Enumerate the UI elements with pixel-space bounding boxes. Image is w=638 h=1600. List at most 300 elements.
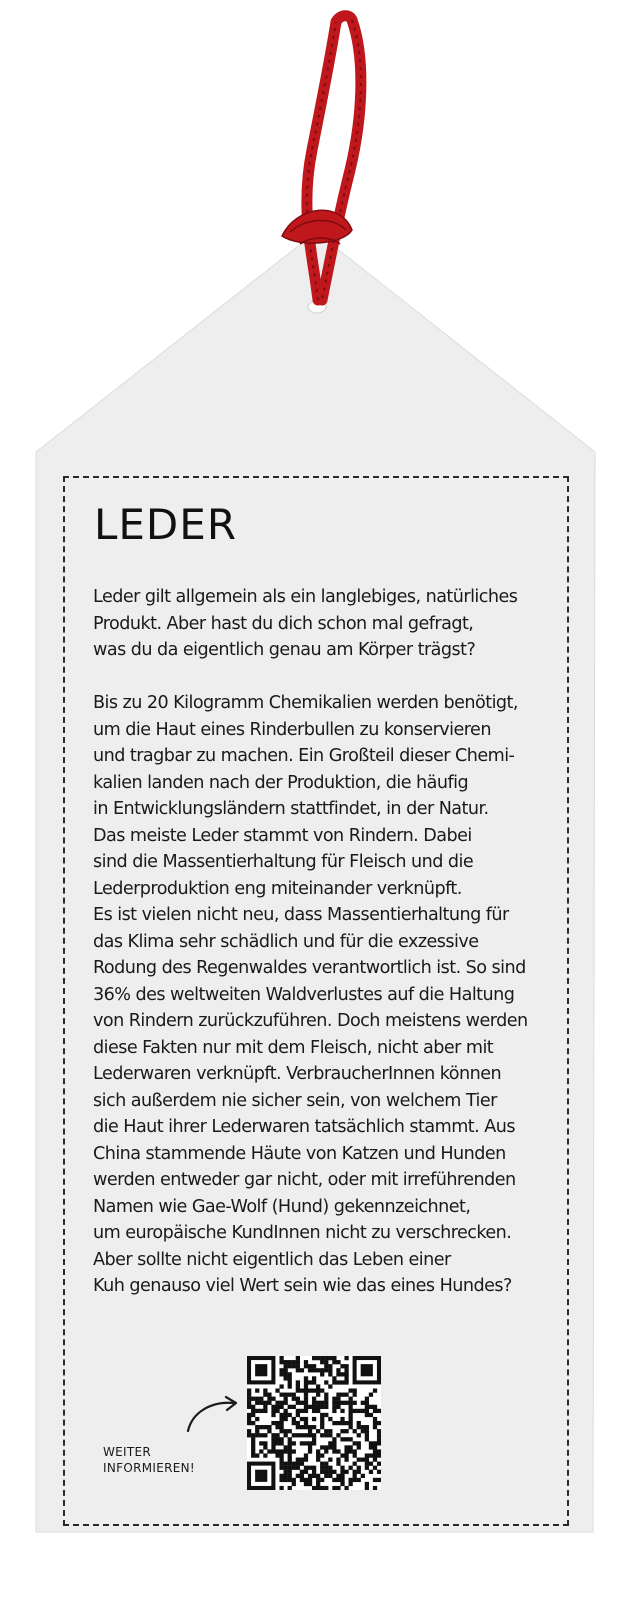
qr-module xyxy=(308,1441,312,1445)
qr-module xyxy=(247,1421,251,1425)
body-line: von Rindern zurückzuführen. Doch meistens werden xyxy=(93,1011,528,1031)
qr-module xyxy=(324,1466,328,1470)
qr-module xyxy=(336,1462,340,1466)
qr-module xyxy=(332,1437,336,1441)
qr-module xyxy=(300,1462,304,1466)
qr-module xyxy=(275,1409,279,1413)
qr-module xyxy=(304,1453,308,1457)
qr-module xyxy=(320,1462,324,1466)
qr-module xyxy=(353,1429,357,1433)
qr-module xyxy=(312,1466,316,1470)
qr-module xyxy=(288,1458,292,1462)
qr-module xyxy=(279,1421,283,1425)
qr-module xyxy=(247,1429,251,1433)
qr-module xyxy=(308,1429,312,1433)
qr-module xyxy=(340,1478,344,1482)
body-line: Kuh genauso viel Wert sein wie das eines Hundes? xyxy=(93,1276,512,1296)
qr-module xyxy=(304,1397,308,1401)
qr-module xyxy=(296,1384,300,1388)
qr-module xyxy=(377,1433,381,1437)
qr-module xyxy=(288,1445,292,1449)
qr-module xyxy=(304,1433,308,1437)
intro-line: Produkt. Aber hast du dich schon mal gefragt, xyxy=(93,613,474,634)
qr-module xyxy=(365,1397,369,1401)
qr-module xyxy=(279,1405,283,1409)
qr-module xyxy=(349,1437,353,1441)
qr-module xyxy=(316,1384,320,1388)
qr-module xyxy=(312,1368,316,1372)
qr-module xyxy=(300,1417,304,1421)
qr-module xyxy=(288,1376,292,1380)
qr-module xyxy=(369,1462,373,1466)
qr-module xyxy=(365,1453,369,1457)
body-line: das Klima sehr schädlich und für die exzessive xyxy=(93,931,479,952)
qr-module xyxy=(340,1421,344,1425)
qr-module xyxy=(353,1453,357,1457)
qr-module xyxy=(332,1401,336,1405)
tag-text xyxy=(93,584,553,1300)
qr-module xyxy=(336,1393,340,1397)
qr-module xyxy=(332,1445,336,1449)
qr-module xyxy=(328,1368,332,1372)
qr-module xyxy=(373,1478,377,1482)
qr-module xyxy=(300,1458,304,1462)
intro-line: was du da eigentlich genau am Körper trägst? xyxy=(93,640,476,660)
qr-module xyxy=(284,1478,288,1482)
qr-module xyxy=(324,1368,328,1372)
qr-module xyxy=(267,1429,271,1433)
qr-module xyxy=(373,1453,377,1457)
qr-module xyxy=(275,1421,279,1425)
qr-module xyxy=(312,1380,316,1384)
qr-module xyxy=(292,1462,296,1466)
qr-module xyxy=(279,1393,283,1397)
qr-module xyxy=(377,1429,381,1433)
qr-module xyxy=(296,1360,300,1364)
qr-module xyxy=(369,1413,373,1417)
qr-module xyxy=(353,1470,357,1474)
qr-module xyxy=(263,1425,267,1429)
qr-module xyxy=(284,1433,288,1437)
body-line: um die Haut eines Rinderbullen zu konservieren xyxy=(93,719,491,740)
qr-module xyxy=(344,1445,348,1449)
qr-module xyxy=(279,1458,283,1462)
qr-module xyxy=(279,1453,283,1457)
qr-module xyxy=(263,1441,267,1445)
qr-module xyxy=(300,1433,304,1437)
qr-module xyxy=(316,1486,320,1490)
qr-module xyxy=(275,1437,279,1441)
qr-module xyxy=(263,1393,267,1397)
qr-module xyxy=(292,1421,296,1425)
more-info-line: WEITER xyxy=(103,1445,152,1459)
qr-module xyxy=(304,1384,308,1388)
qr-module xyxy=(328,1417,332,1421)
qr-code[interactable] xyxy=(247,1356,381,1490)
qr-module xyxy=(288,1360,292,1364)
qr-module xyxy=(288,1470,292,1474)
qr-module xyxy=(255,1425,259,1429)
qr-module xyxy=(316,1453,320,1457)
qr-module xyxy=(332,1360,336,1364)
qr-module xyxy=(365,1482,369,1486)
qr-module xyxy=(344,1376,348,1380)
qr-module xyxy=(332,1397,336,1401)
qr-module xyxy=(361,1364,373,1376)
qr-module xyxy=(320,1405,324,1409)
qr-module xyxy=(267,1425,271,1429)
qr-module xyxy=(316,1388,320,1392)
qr-module xyxy=(361,1474,365,1478)
qr-module xyxy=(373,1405,377,1409)
qr-module xyxy=(288,1474,292,1478)
qr-module xyxy=(259,1449,263,1453)
qr-module xyxy=(247,1393,251,1397)
qr-module xyxy=(284,1364,288,1368)
qr-module xyxy=(316,1474,320,1478)
qr-module xyxy=(308,1368,312,1372)
qr-module xyxy=(288,1449,292,1453)
qr-module xyxy=(336,1380,340,1384)
qr-module xyxy=(353,1401,357,1405)
qr-module xyxy=(247,1433,251,1437)
qr-module xyxy=(357,1409,361,1413)
qr-module xyxy=(377,1441,381,1445)
qr-module xyxy=(316,1356,320,1360)
qr-module xyxy=(292,1405,296,1409)
qr-module xyxy=(336,1360,340,1364)
qr-module xyxy=(259,1397,263,1401)
qr-module xyxy=(336,1397,340,1401)
qr-module xyxy=(275,1449,279,1453)
qr-module xyxy=(349,1445,353,1449)
qr-module xyxy=(279,1372,283,1376)
qr-module xyxy=(344,1429,348,1433)
qr-module xyxy=(361,1458,365,1462)
qr-module xyxy=(263,1388,267,1392)
qr-module xyxy=(332,1376,336,1380)
qr-module xyxy=(344,1372,348,1376)
qr-module xyxy=(308,1445,312,1449)
qr-module xyxy=(288,1405,292,1409)
qr-module xyxy=(316,1482,320,1486)
qr-module xyxy=(336,1449,340,1453)
qr-module xyxy=(296,1425,300,1429)
qr-module xyxy=(292,1433,296,1437)
qr-module xyxy=(340,1380,344,1384)
qr-module xyxy=(251,1397,255,1401)
qr-module xyxy=(259,1409,263,1413)
body-line: sind die Massentierhaltung für Fleisch und die xyxy=(93,852,474,872)
qr-module xyxy=(296,1458,300,1462)
qr-module xyxy=(324,1405,328,1409)
qr-module xyxy=(320,1356,324,1360)
qr-module xyxy=(300,1474,304,1478)
qr-module xyxy=(365,1405,369,1409)
qr-module xyxy=(251,1421,255,1425)
qr-module xyxy=(271,1397,275,1401)
body-line: die Haut ihrer Lederwaren tatsächlich stammt. Aus xyxy=(93,1117,515,1137)
qr-module xyxy=(263,1405,267,1409)
qr-module xyxy=(336,1458,340,1462)
qr-module xyxy=(279,1413,283,1417)
qr-module xyxy=(247,1417,251,1421)
qr-module xyxy=(312,1417,316,1421)
qr-module xyxy=(284,1409,288,1413)
qr-module xyxy=(284,1417,288,1421)
qr-module xyxy=(275,1433,279,1437)
qr-module xyxy=(373,1425,377,1429)
qr-module xyxy=(312,1405,316,1409)
qr-module xyxy=(344,1380,348,1384)
qr-module xyxy=(284,1376,288,1380)
qr-module xyxy=(320,1372,324,1376)
qr-module xyxy=(308,1474,312,1478)
qr-module xyxy=(336,1474,340,1478)
qr-module xyxy=(344,1356,348,1360)
qr-module xyxy=(279,1384,283,1388)
qr-module xyxy=(275,1388,279,1392)
qr-module xyxy=(353,1478,357,1482)
qr-module xyxy=(320,1486,324,1490)
qr-module xyxy=(373,1421,377,1425)
qr-module xyxy=(349,1482,353,1486)
qr-module xyxy=(377,1478,381,1482)
qr-module xyxy=(353,1388,357,1392)
qr-module xyxy=(312,1364,316,1368)
qr-module xyxy=(377,1462,381,1466)
qr-module xyxy=(349,1409,353,1413)
qr-module xyxy=(271,1421,275,1425)
qr-module xyxy=(369,1453,373,1457)
qr-module xyxy=(284,1474,288,1478)
qr-module xyxy=(259,1433,263,1437)
qr-module xyxy=(357,1466,361,1470)
qr-module xyxy=(316,1368,320,1372)
qr-module xyxy=(296,1474,300,1478)
qr-module xyxy=(251,1437,255,1441)
qr-module xyxy=(373,1458,377,1462)
intro-paragraph xyxy=(93,584,553,664)
qr-module xyxy=(320,1368,324,1372)
qr-module xyxy=(340,1470,344,1474)
qr-module xyxy=(284,1372,288,1376)
qr-module xyxy=(357,1421,361,1425)
qr-module xyxy=(324,1397,328,1401)
qr-module xyxy=(328,1470,332,1474)
qr-module xyxy=(316,1405,320,1409)
qr-module xyxy=(320,1401,324,1405)
qr-module xyxy=(255,1401,259,1405)
qr-module xyxy=(344,1421,348,1425)
qr-module xyxy=(284,1462,288,1466)
qr-module xyxy=(365,1429,369,1433)
qr-module xyxy=(312,1425,316,1429)
qr-module xyxy=(349,1421,353,1425)
qr-module xyxy=(332,1478,336,1482)
qr-module xyxy=(255,1409,259,1413)
body-line: diese Fakten nur mit dem Fleisch, nicht aber mit xyxy=(93,1037,494,1058)
qr-module xyxy=(349,1405,353,1409)
qr-module xyxy=(324,1401,328,1405)
qr-module xyxy=(279,1466,283,1470)
body-line: um europäische KundInnen nicht zu verschrecken. xyxy=(93,1223,512,1243)
qr-module xyxy=(251,1453,255,1457)
qr-module xyxy=(320,1388,324,1392)
qr-module xyxy=(259,1441,263,1445)
curved-arrow-icon xyxy=(180,1395,250,1435)
qr-module xyxy=(353,1393,357,1397)
qr-module xyxy=(365,1409,369,1413)
qr-module xyxy=(304,1405,308,1409)
qr-module xyxy=(296,1413,300,1417)
qr-module xyxy=(328,1429,332,1433)
qr-module xyxy=(320,1433,324,1437)
qr-module xyxy=(279,1429,283,1433)
body-line: Lederwaren verknüpft. VerbraucherInnen können xyxy=(93,1064,502,1084)
qr-module xyxy=(292,1364,296,1368)
qr-module xyxy=(308,1482,312,1486)
qr-module xyxy=(344,1364,348,1368)
qr-module xyxy=(279,1417,283,1421)
qr-module xyxy=(369,1445,373,1449)
qr-module xyxy=(344,1401,348,1405)
qr-module xyxy=(365,1486,369,1490)
qr-module xyxy=(284,1413,288,1417)
qr-module xyxy=(336,1372,340,1376)
qr-module xyxy=(271,1433,275,1437)
qr-module xyxy=(247,1401,251,1405)
qr-module xyxy=(373,1441,377,1445)
qr-module xyxy=(324,1474,328,1478)
qr-module xyxy=(332,1421,336,1425)
qr-module xyxy=(271,1445,275,1449)
qr-module xyxy=(320,1417,324,1421)
qr-module xyxy=(369,1441,373,1445)
qr-module xyxy=(349,1413,353,1417)
qr-module xyxy=(316,1393,320,1397)
qr-module xyxy=(296,1466,300,1470)
qr-module xyxy=(312,1437,316,1441)
qr-module xyxy=(312,1470,316,1474)
qr-module xyxy=(316,1478,320,1482)
qr-module xyxy=(304,1470,308,1474)
qr-module xyxy=(365,1437,369,1441)
qr-module xyxy=(357,1478,361,1482)
body-line: China stammende Häute von Katzen und Hunden xyxy=(93,1143,506,1164)
qr-module xyxy=(288,1441,292,1445)
qr-module xyxy=(308,1405,312,1409)
qr-module xyxy=(353,1474,357,1478)
qr-module xyxy=(344,1453,348,1457)
qr-module xyxy=(284,1429,288,1433)
qr-module xyxy=(344,1368,348,1372)
qr-module xyxy=(312,1486,316,1490)
qr-module xyxy=(304,1441,308,1445)
qr-module xyxy=(288,1486,292,1490)
qr-module xyxy=(247,1405,251,1409)
qr-module xyxy=(292,1478,296,1482)
qr-module xyxy=(324,1449,328,1453)
qr-module xyxy=(340,1401,344,1405)
qr-module xyxy=(247,1388,251,1392)
qr-module xyxy=(336,1405,340,1409)
qr-module xyxy=(304,1380,308,1384)
qr-module xyxy=(369,1405,373,1409)
qr-module xyxy=(320,1445,324,1449)
qr-module xyxy=(288,1429,292,1433)
qr-module xyxy=(340,1429,344,1433)
qr-module xyxy=(316,1458,320,1462)
body-line: kalien landen nach der Produktion, die häufig xyxy=(93,772,469,793)
qr-module xyxy=(263,1401,267,1405)
body-line: werden entweder gar nicht, oder mit irreführenden xyxy=(93,1170,516,1190)
qr-module xyxy=(357,1445,361,1449)
qr-module xyxy=(255,1364,267,1376)
qr-module xyxy=(271,1409,275,1413)
qr-module xyxy=(320,1421,324,1425)
qr-module xyxy=(304,1364,308,1368)
qr-module xyxy=(328,1372,332,1376)
qr-module xyxy=(324,1429,328,1433)
qr-module xyxy=(316,1401,320,1405)
qr-module xyxy=(373,1388,377,1392)
qr-module xyxy=(279,1462,283,1466)
qr-module xyxy=(255,1433,259,1437)
qr-module xyxy=(361,1409,365,1413)
body-line: Rodung des Regenwaldes verantwortlich ist. So sind xyxy=(93,958,526,978)
qr-module xyxy=(328,1441,332,1445)
qr-module xyxy=(300,1368,304,1372)
qr-module xyxy=(251,1449,255,1453)
qr-module xyxy=(377,1453,381,1457)
qr-module xyxy=(304,1376,308,1380)
qr-module xyxy=(369,1393,373,1397)
qr-module xyxy=(312,1441,316,1445)
qr-module xyxy=(255,1397,259,1401)
qr-module xyxy=(340,1372,344,1376)
qr-module xyxy=(300,1388,304,1392)
qr-module xyxy=(349,1449,353,1453)
qr-module xyxy=(316,1409,320,1413)
qr-module xyxy=(332,1470,336,1474)
qr-module xyxy=(336,1401,340,1405)
qr-module xyxy=(340,1482,344,1486)
qr-module xyxy=(361,1425,365,1429)
qr-module xyxy=(296,1462,300,1466)
qr-module xyxy=(288,1372,292,1376)
qr-module xyxy=(353,1409,357,1413)
qr-module xyxy=(279,1368,283,1372)
qr-module xyxy=(373,1409,377,1413)
qr-module xyxy=(275,1453,279,1457)
qr-module xyxy=(271,1405,275,1409)
qr-module xyxy=(279,1486,283,1490)
qr-module xyxy=(344,1449,348,1453)
body-line: Es ist vielen nicht neu, dass Massentierhaltung für xyxy=(93,905,509,925)
qr-module xyxy=(300,1401,304,1405)
qr-module xyxy=(304,1478,308,1482)
qr-module xyxy=(263,1445,267,1449)
qr-module xyxy=(377,1470,381,1474)
qr-module xyxy=(316,1429,320,1433)
qr-module xyxy=(320,1453,324,1457)
qr-module xyxy=(336,1478,340,1482)
qr-module xyxy=(336,1433,340,1437)
qr-module xyxy=(328,1458,332,1462)
body-line: in Entwicklungsländern stattfindet, in der Natur. xyxy=(93,799,489,819)
qr-module xyxy=(296,1388,300,1392)
